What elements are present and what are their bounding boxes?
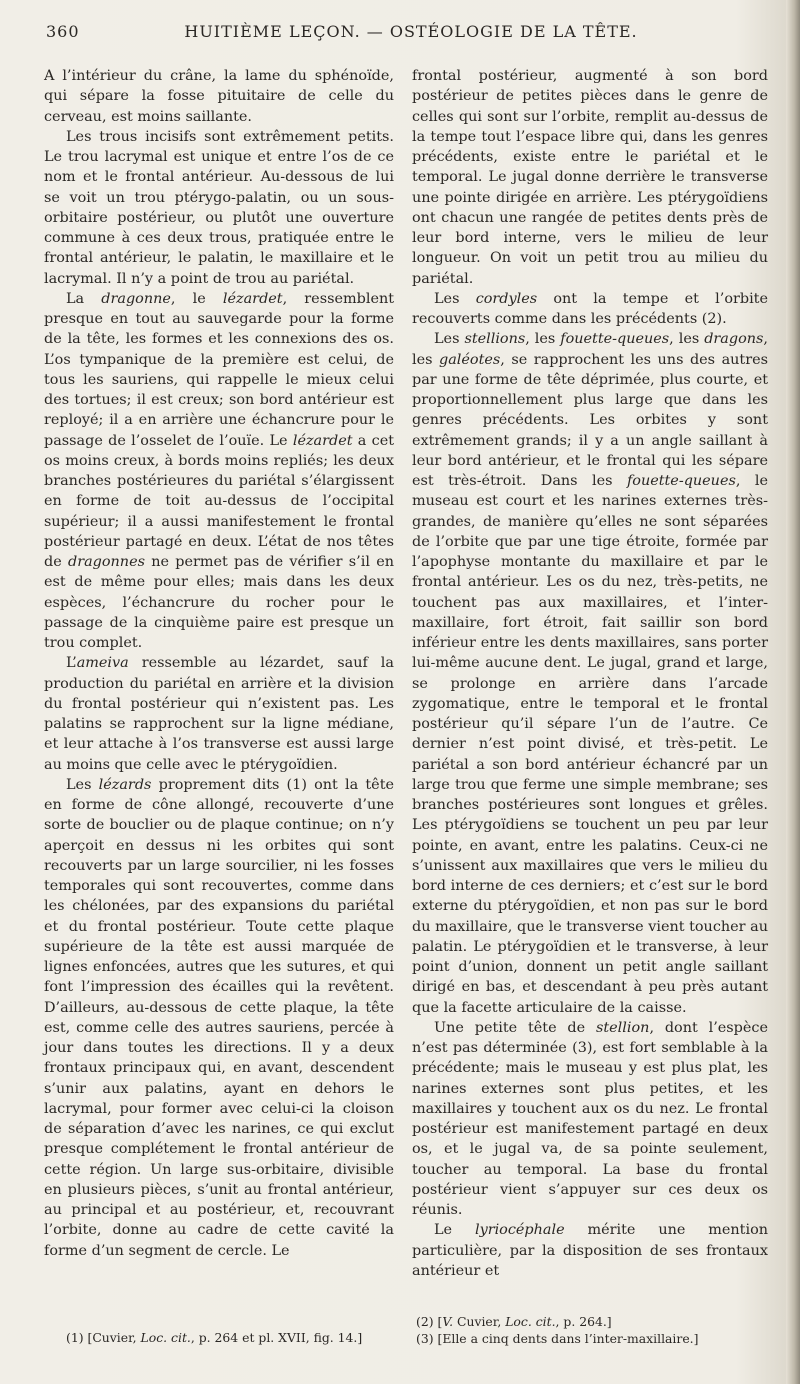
footnote (416, 1331, 766, 1348)
italic-term: stellions (464, 331, 526, 348)
text-run: a cet os moins creux, à bords moins repliés; les deux branches postérieures du pariétal s’élargissent en forme de toit au-dessus de l’occipital supérieur; il a aussi manifestement le frontal postérieur partagé en deux. L’état de nos têtes de (44, 432, 394, 570)
paragraph (412, 1220, 768, 1281)
text-run: frontal postérieur, augmenté à son bord postérieur de petites pièces dans le genre de celles qui sont sur l’orbite, remplit au-dessus de la tempe tout l’espace libre qui, dans les genres précédents, existe entre le pariétal et le temporal. Le jugal donne derrière le transverse une pointe dirigée en arrière. Les ptérygoïdiens ont chacun une rangée de petites dents près de leur bord interne, vers le milieu de leur longueur. On voit un petit trou au milieu du pariétal. (412, 68, 768, 287)
footnote-text: Loc. cit. (505, 1314, 556, 1329)
footnotes-left (66, 1330, 396, 1347)
footnote-text: (3) [Elle a cinq dents dans l’inter-maxillaire.] (416, 1330, 699, 1346)
page-header (46, 22, 776, 46)
text-run: proprement dits (1) ont la tête en forme de cône allongé, recouverte d’une sorte de bouclier ou de plaque continue; on n’y aperçoit en dessus ni les orbites qui sont recouverts par un large sourcilier, ni les fosses temporales qui sont recouvertes, comme dans les chélonées, par des expansions du pariétal et du frontal postérieur. Toute cette plaque supérieure de la tête est aussi marquée de lignes enfoncées, autres que les sutures, et qui font l’impression des écailles qui la revêtent. D’ailleurs, au-dessous de cette plaque, la tête est, comme celle des autres sauriens, percée à jour dans toutes les directions. Il y a deux frontaux principaux qui, en avant, descendent s’unir aux palatins, ayant en dehors le lacrymal, pour former avec celui-ci la cloison de séparation d’avec les narines, ce qui exclut presque complétement le frontal antérieur de cette région. Un large sus-orbitaire, divisible en plusieurs pièces, s’unit au frontal antérieur, au principal et au postérieur, et, recouvrant l’orbite, donne au cadre de cette cavité la forme d’un segment de cercle. Le (44, 776, 394, 1259)
italic-term: lézards (98, 776, 152, 793)
italic-term: ameiva (76, 655, 129, 672)
text-run: , les (669, 331, 705, 348)
italic-term: stellion (596, 1019, 650, 1036)
text-run: , le museau est court et les narines externes très-grandes, de manière qu’elles ne sont séparées de l’orbite que par une tige étroite, formée par l’apophyse montante du maxillaire et par le frontal antérieur. Les os du nez, très-petits, ne touchent pas aux maxillaires, et l’inter-maxillaire, fort étroit, fait saillir son bord inférieur entre les dents maxillaires, sans porter lui-même aucune dent. Le jugal, grand et large, se prolonge en arrière dans l’arcade zygomatique, entre le temporal et le frontal postérieur qu’il sépare l’un de l’autre. Ce dernier n’est point divisé, et très-petit. Le pariétal a son bord antérieur échancré par un large trou que ferme une simple membrane; ses branches postérieures sont longues et grêles. Les ptérygoïdiens se touchent un peu par leur pointe, en avant, entre les palatins. Ceux-ci ne s’unissent aux maxillaires que vers le milieu du bord interne de ces derniers; et c’est sur le bord externe du ptérygoïdien, et non pas sur le bord du maxillaire, que le transverse vient toucher au palatin. Le ptérygoïdien et le transverse, à leur point d’union, donnent un petit angle saillant dirigé en bas, et descendant à peu près autant que la facette articulaire de la caisse. (412, 473, 768, 1016)
footnote-text: , p. 264 et pl. XVII, fig. 14.] (190, 1330, 363, 1345)
text-run: A l’intérieur du crâne, la lame du sphénoïde, qui sépare la fosse pituitaire de celle du cerveau, est moins saillante. (44, 68, 394, 125)
text-run: Une petite tête de (434, 1019, 596, 1036)
footnote (66, 1330, 396, 1347)
text-run: ne permet pas de vérifier s’il en est de même pour elles; mais dans les deux espèces, l’échancrure du rocher pour le passage de la cinquième paire est presque un trou complet. (44, 554, 394, 651)
text-run: L’ (66, 655, 77, 672)
right-text-column (412, 66, 768, 1281)
paragraph (44, 775, 394, 1261)
italic-term: lézardet (292, 432, 353, 449)
text-run: ont la tempe et l’orbite recouverts comme dans les précédents (2). (412, 290, 768, 327)
page-number: 360 (46, 22, 80, 41)
italic-term: dragonnes (67, 554, 145, 570)
text-run: , les (525, 331, 561, 348)
paragraph (412, 1018, 768, 1221)
text-run: , dont l’espèce n’est pas déterminée (3), est fort semblable à la précédente; mais le museau y est plus plat, les narines externes sont plus petites, et les maxillaires y touchent aux os du nez. Le frontal postérieur est manifestement partagé en deux os, et le jugal va, de sa pointe seulement, toucher au temporal. La base du frontal postérieur vient s’appuyer sur ces deux os réunis. (412, 1019, 768, 1218)
text-run: mérite une mention particulière, par la disposition de ses frontaux antérieur et (412, 1222, 769, 1279)
text-run: , se rapprochent les uns des autres par une forme de tête déprimée, plus courte, et proportionnellement plus large que dans les genres précédents. Les orbites y sont extrêmement grands; il y a un angle saillant à leur bord antérieur, et le frontal qui les sépare est très-étroit. Dans les (412, 351, 768, 489)
text-run: Les (66, 776, 99, 793)
paragraph (44, 127, 394, 289)
paragraph (44, 653, 394, 775)
text-run: Le (434, 1222, 475, 1239)
paragraph (412, 289, 768, 330)
paragraph (412, 66, 768, 289)
footnote-text: V. (442, 1314, 454, 1329)
text-run: Les trous incisifs sont extrêmement petits. Le trou lacrymal est unique et entre l’os de ce nom et le frontal antérieur. Au-dessous de lui se voit un trou ptérygo-palatin, ou un sous-orbitaire postérieur, ou plutôt une ouverture commune à ces deux trous, pratiquée entre le frontal antérieur, le palatin, le maxillaire et le lacrymal. Il n’y a point de trou au pariétal. (44, 128, 394, 287)
footnote-text: (2) [ (416, 1314, 443, 1329)
footnote (416, 1314, 766, 1331)
italic-term: lézardet (222, 290, 283, 307)
text-run: ressemble au lézardet, sauf la production du pariétal en arrière et la division du frontal postérieur qui n’existent pas. Les palatins se rapprochent sur la ligne médiane, et leur attache à l’os transverse est aussi large au moins que celle avec le ptérygoïdien. (44, 655, 394, 773)
text-run: , les (412, 331, 768, 368)
paragraph (44, 66, 394, 127)
footnote-text: Cuvier, (453, 1314, 506, 1329)
text-run: Les (434, 331, 465, 348)
italic-term: fouette-queues (560, 331, 670, 348)
text-run: , ressemblent presque en tout au sauvegarde pour la forme de la tête, les formes et les connexions des os. L’os tympanique de la première est celui, de tous les sauriens, qui rappelle le mieux celui des tortues; il est creux; son bord antérieur est reployé; il a en arrière une échancrure pour le passage de l’osselet de l’ouïe. Le (44, 290, 395, 449)
running-head: HUITIÈME LEÇON. — OSTÉOLOGIE DE LA TÊTE. (184, 22, 638, 41)
paragraph (412, 329, 768, 1018)
italic-term: galéotes (439, 351, 501, 368)
italic-term: lyriocéphale (474, 1222, 565, 1239)
italic-term: fouette-queues (626, 473, 736, 489)
italic-term: dragons (704, 331, 764, 348)
footnote-text: (1) [Cuvier, (66, 1330, 141, 1345)
text-run: La (66, 290, 102, 307)
text-run: , le (170, 290, 223, 307)
footnotes-right (416, 1314, 766, 1347)
left-text-column (44, 66, 394, 1261)
paragraph (44, 289, 394, 654)
footnote-text: , p. 264.] (555, 1314, 612, 1329)
italic-term: cordyles (475, 290, 538, 307)
page-edge-shadow (786, 0, 800, 1384)
text-run: Les (434, 290, 476, 307)
footnote-text: Loc. cit. (140, 1330, 191, 1345)
italic-term: dragonne (101, 290, 171, 307)
